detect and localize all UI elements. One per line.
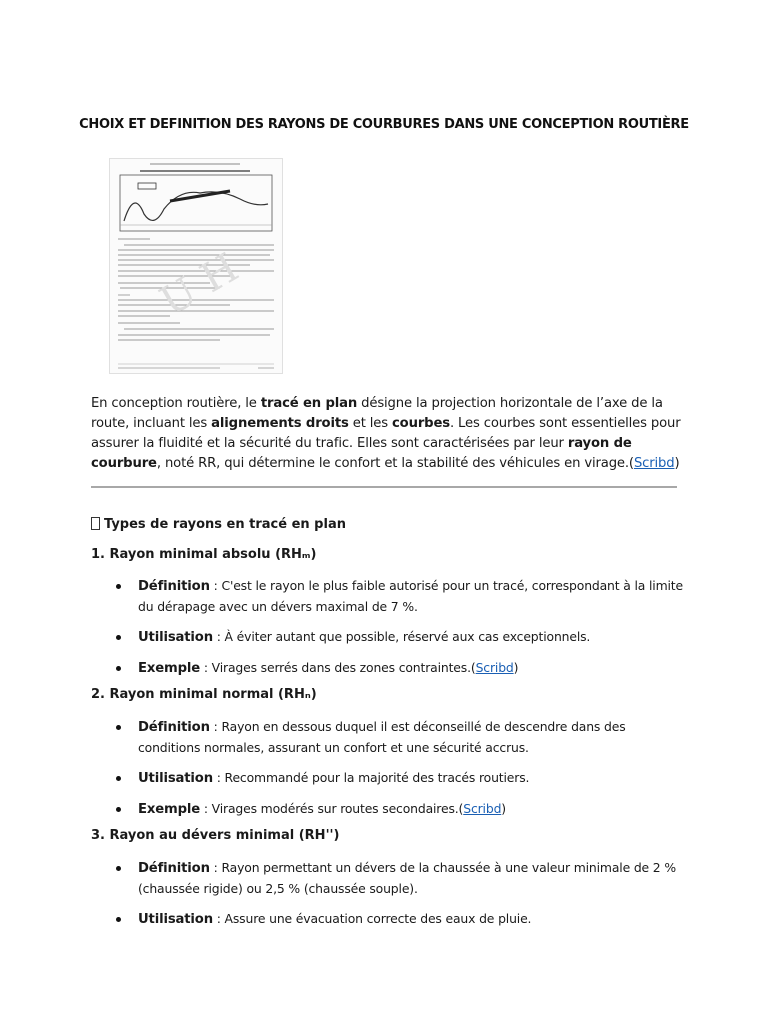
item-label: Définition xyxy=(138,861,210,876)
intro-text: désigne la projection horizontale de l’axe de la route, incluant les xyxy=(91,396,663,431)
item-text: : Assure une évacuation correcte des eaux de pluie. xyxy=(212,911,532,926)
document-title: CHOIX ET DEFINITION DES RAYONS DE COURBURES DANS UNE CONCEPTION ROUTIÈRE xyxy=(79,117,689,132)
list-item xyxy=(91,799,691,820)
intro-paragraph xyxy=(91,394,681,474)
item-label: Exemple xyxy=(138,661,201,676)
list-item xyxy=(91,658,691,679)
scribd-link[interactable]: Scribd xyxy=(463,801,502,816)
item-text: : Rayon en dessous duquel il est déconseillé de descendre dans des conditions normales, assurant un confort et une sécurité accrus. xyxy=(138,719,626,755)
horizontal-rule xyxy=(91,486,677,488)
list-item xyxy=(91,858,691,899)
item-text: : Rayon permettant un dévers de la chaussée à une valeur minimale de 2 % (chaussée rigide) ou 2,5 % (chaussée souple). xyxy=(138,860,676,896)
intro-text: En conception routière, le xyxy=(91,396,261,411)
document-thumbnail-image xyxy=(109,158,283,374)
missing-glyph-icon xyxy=(91,517,100,530)
item-text: : À éviter autant que possible, réservé aux cas exceptionnels. xyxy=(212,629,591,644)
item-label: Exemple xyxy=(138,802,201,817)
subsection-heading-1: 1. Rayon minimal absolu (RHₘ) xyxy=(91,547,317,562)
section-heading xyxy=(91,517,346,532)
list-item xyxy=(91,627,691,648)
list-item xyxy=(91,717,691,758)
scribd-link[interactable]: Scribd xyxy=(475,660,514,675)
scribd-link[interactable]: Scribd xyxy=(633,456,675,471)
thumbnail-drawing xyxy=(110,159,282,373)
intro-bold-term: courbes xyxy=(392,416,450,431)
subsection-list-1 xyxy=(91,576,691,689)
item-text: : C'est le rayon le plus faible autorisé pour un tracé, correspondant à la limite du dérapage avec un dévers maximal de 7 %. xyxy=(138,578,683,614)
intro-bold-term: rayon de courbure xyxy=(91,436,632,471)
section-heading-text: Types de rayons en tracé en plan xyxy=(104,517,346,532)
intro-text: . Les courbes sont essentielles pour assurer la fluidité et la sécurité du trafic. Elles sont caractérisées par leur xyxy=(91,416,681,451)
subsection-list-2 xyxy=(91,717,691,830)
subsection-list-3 xyxy=(91,858,691,940)
intro-text: et les xyxy=(348,416,392,431)
item-label: Définition xyxy=(138,579,210,594)
subsection-heading-3: 3. Rayon au dévers minimal (RH'') xyxy=(91,828,340,843)
item-text: : Virages serrés dans des zones contraintes.( xyxy=(200,660,476,675)
item-label: Utilisation xyxy=(138,771,213,786)
list-item xyxy=(91,909,691,930)
item-label: Utilisation xyxy=(138,912,213,927)
item-text: : Recommandé pour la majorité des tracés routiers. xyxy=(212,770,530,785)
item-label: Utilisation xyxy=(138,630,213,645)
subsection-heading-2: 2. Rayon minimal normal (RHₙ) xyxy=(91,687,317,702)
item-text: : Virages modérés sur routes secondaires.( xyxy=(200,801,464,816)
list-item xyxy=(91,576,691,617)
item-text: ) xyxy=(501,801,506,816)
intro-bold-term: alignements droits xyxy=(211,416,349,431)
intro-text: ) xyxy=(674,456,680,471)
intro-text: , noté RR, qui détermine le confort et la stabilité des véhicules en virage.( xyxy=(156,456,634,471)
intro-bold-term: tracé en plan xyxy=(260,396,358,411)
item-text: ) xyxy=(513,660,519,675)
list-item xyxy=(91,768,691,789)
svg-text:U H: U H xyxy=(152,244,247,326)
item-label: Définition xyxy=(138,720,210,735)
